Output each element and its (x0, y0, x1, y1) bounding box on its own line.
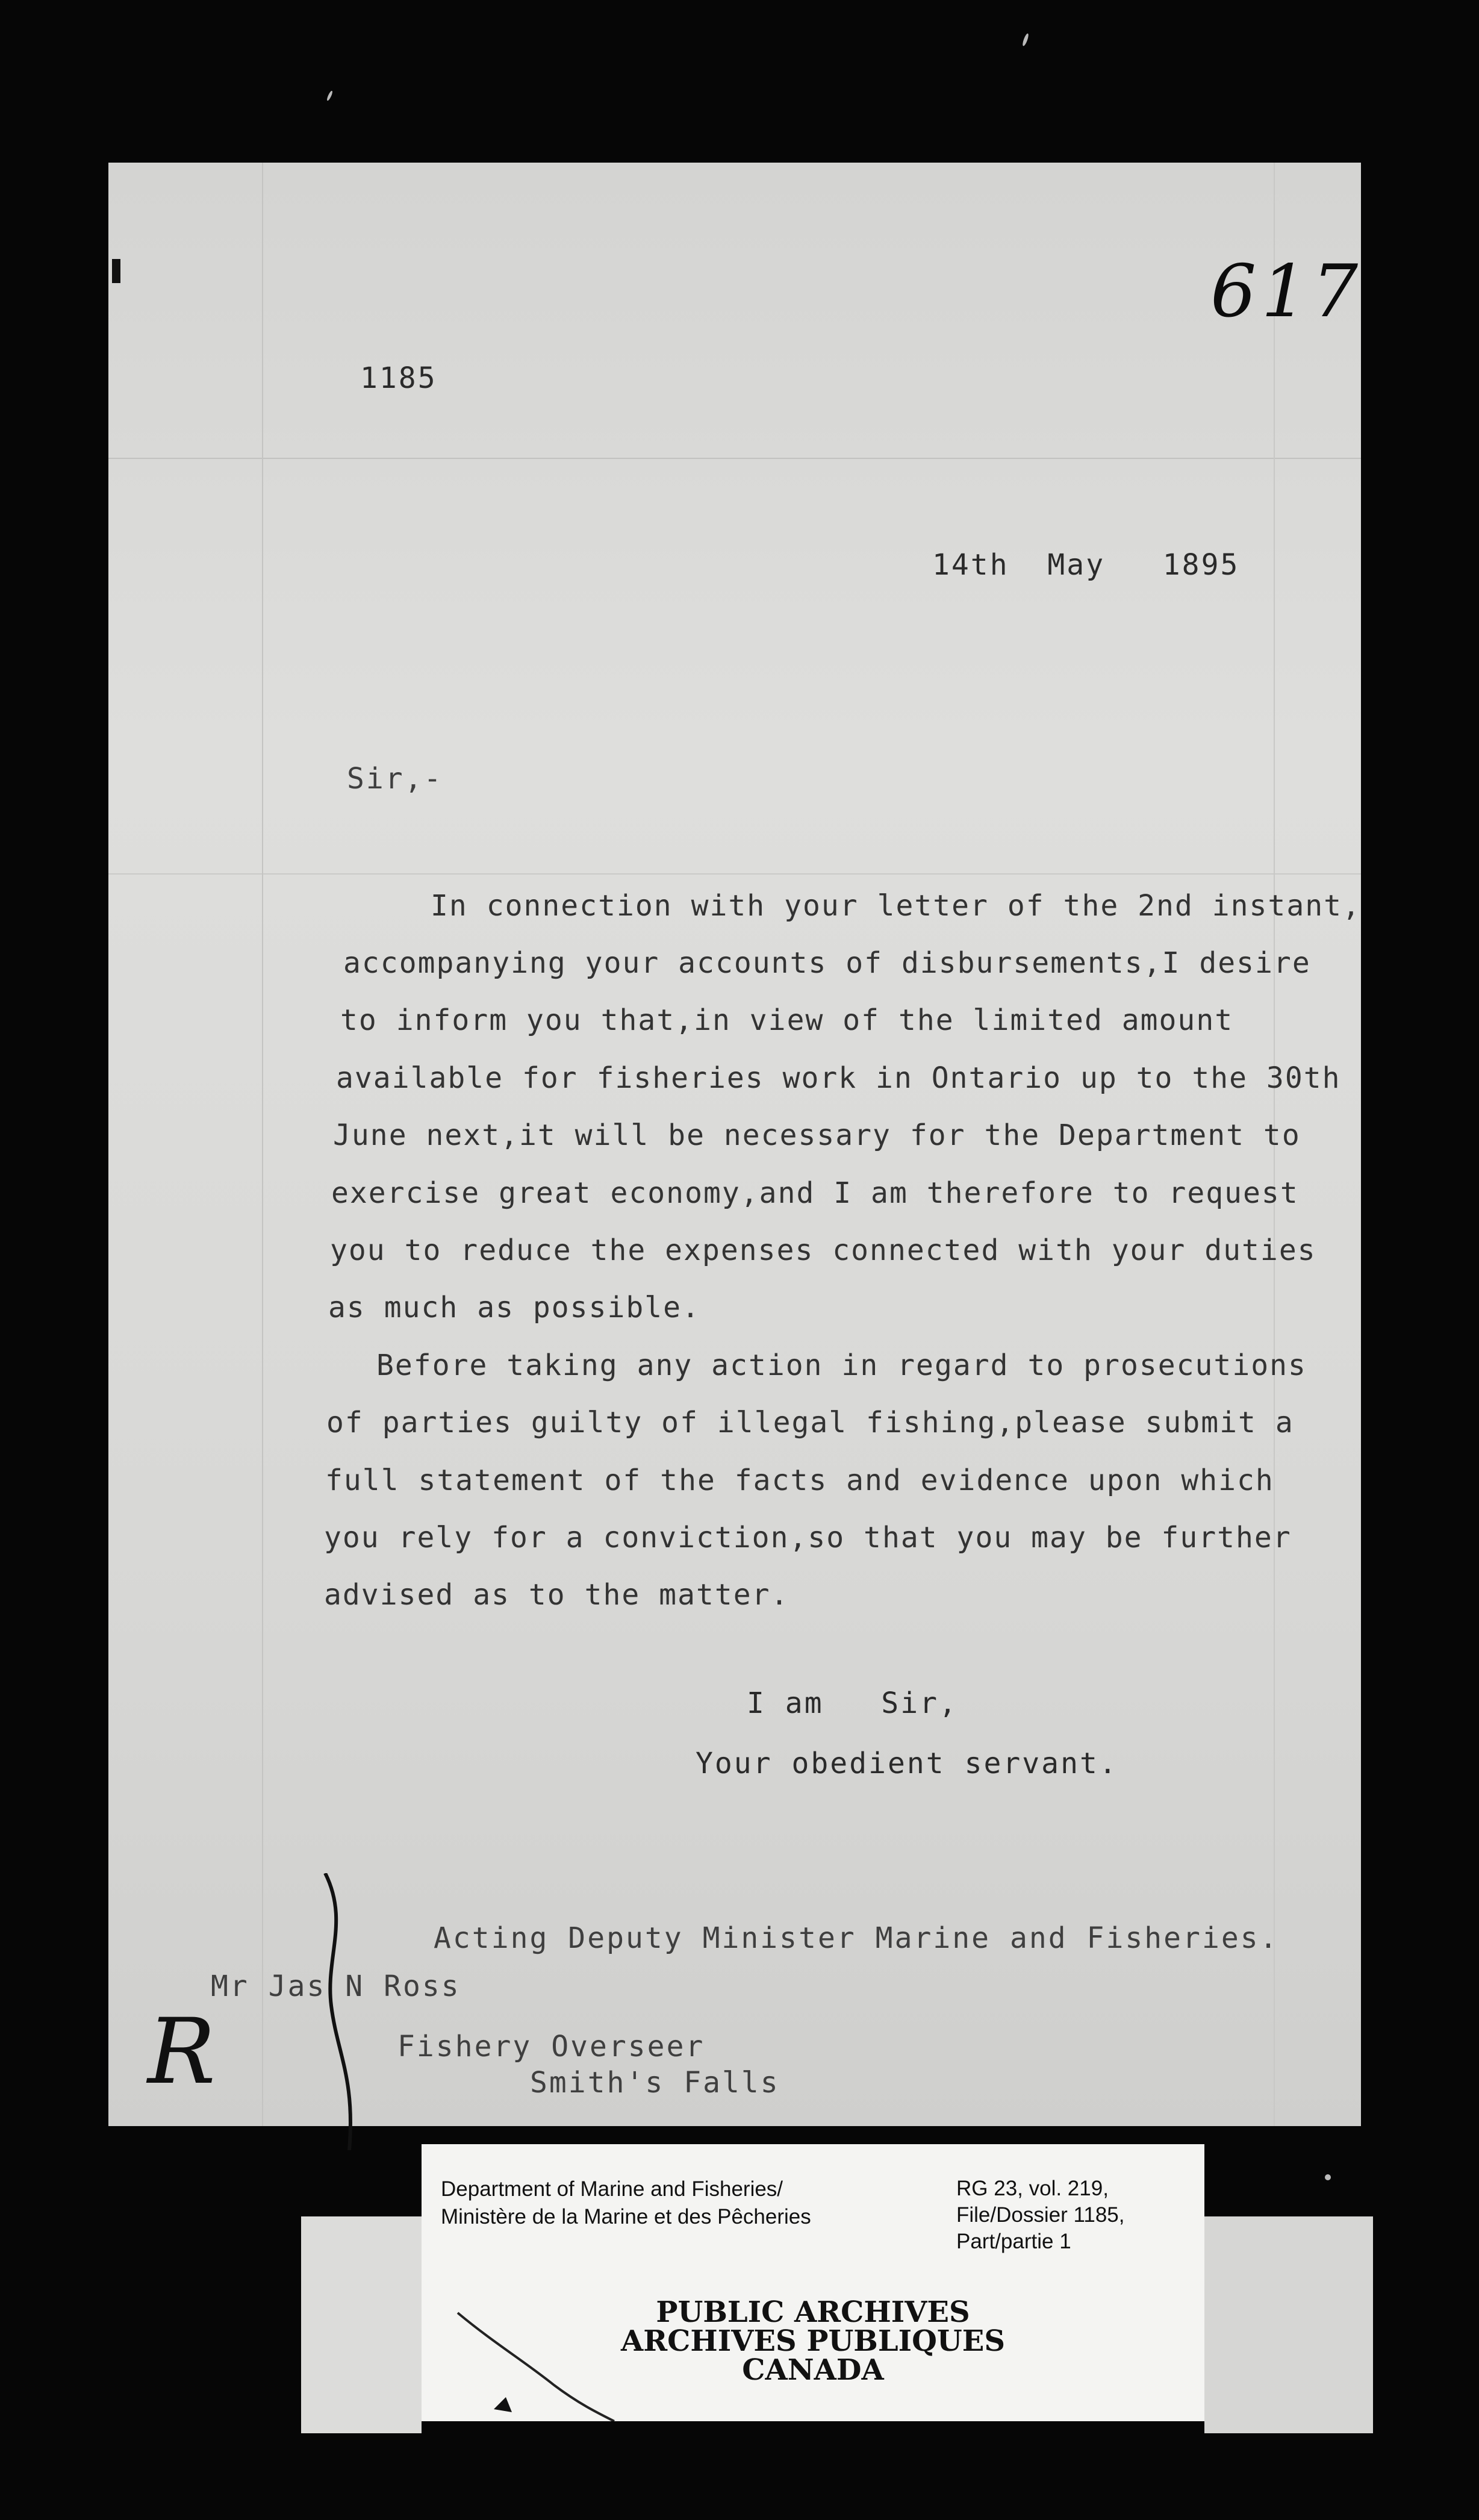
margin-line (262, 163, 263, 2126)
handwritten-bracket (313, 1873, 361, 2150)
handwritten-initial: R (148, 2000, 216, 2104)
body-line: June next,it will be necessary for the Department to (333, 1118, 1301, 1152)
reference-line: File/Dossier 1185, (956, 2203, 1125, 2227)
film-speck (1325, 2174, 1331, 2180)
body-line: full statement of the facts and evidence upon which (325, 1464, 1274, 1497)
recipient-place: Smith's Falls (530, 2066, 780, 2100)
label-reference (956, 2175, 1124, 2255)
punch-hole (112, 259, 120, 283)
file-number: 1185 (360, 361, 437, 395)
body-line: as much as possible. (328, 1291, 700, 1324)
recipient-title: Fishery Overseer (397, 2030, 705, 2063)
archives-title-en: PUBLIC ARCHIVES (656, 2295, 970, 2329)
signatory: Acting Deputy Minister Marine and Fisheries. (434, 1921, 1279, 1955)
body-line: you to reduce the expenses connected with your duties (330, 1233, 1316, 1267)
label-side-strip (1204, 2216, 1373, 2433)
reference-line: RG 23, vol. 219, (956, 2177, 1109, 2200)
closing-line: I am Sir, (747, 1686, 958, 1720)
body-line: In connection with your letter of the 2nd instant, (431, 889, 1361, 923)
recipient-name: Mr Jas N Ross (211, 1970, 461, 2003)
department-en: Department of Marine and Fisheries/ (441, 2177, 783, 2201)
archives-country: CANADA (742, 2353, 884, 2387)
closing-line: Your obedient servant. (696, 1747, 1118, 1780)
body-line: you rely for a conviction,so that you may be further (324, 1521, 1292, 1555)
body-line: advised as to the matter. (324, 1578, 789, 1612)
body-line: Before taking any action in regard to prosecutions (376, 1349, 1307, 1382)
body-line: of parties guilty of illegal fishing,please submit a (326, 1406, 1294, 1439)
body-line: available for fisheries work in Ontario up to the 30th (336, 1061, 1341, 1095)
letter-date: 14th May 1895 (932, 548, 1240, 582)
body-line: exercise great economy,and I am therefore to request (331, 1176, 1299, 1210)
archives-title-fr: ARCHIVES PUBLIQUES (621, 2324, 1005, 2358)
body-line: accompanying your accounts of disbursements,I desire (343, 946, 1311, 980)
salutation: Sir,- (347, 762, 443, 796)
film-speck (1021, 33, 1029, 47)
reference-line: Part/partie 1 (956, 2230, 1071, 2253)
fold-line (108, 873, 1361, 875)
film-speck (326, 90, 333, 101)
label-side-strip (301, 2216, 422, 2433)
body-line: to inform you that,in view of the limited amount (340, 1003, 1234, 1037)
label-tear-mark (422, 2144, 783, 2421)
department-fr: Ministère de la Marine et des Pêcheries (441, 2205, 811, 2228)
handwritten-page-number: 617 (1210, 250, 1363, 334)
fold-line (108, 458, 1361, 459)
